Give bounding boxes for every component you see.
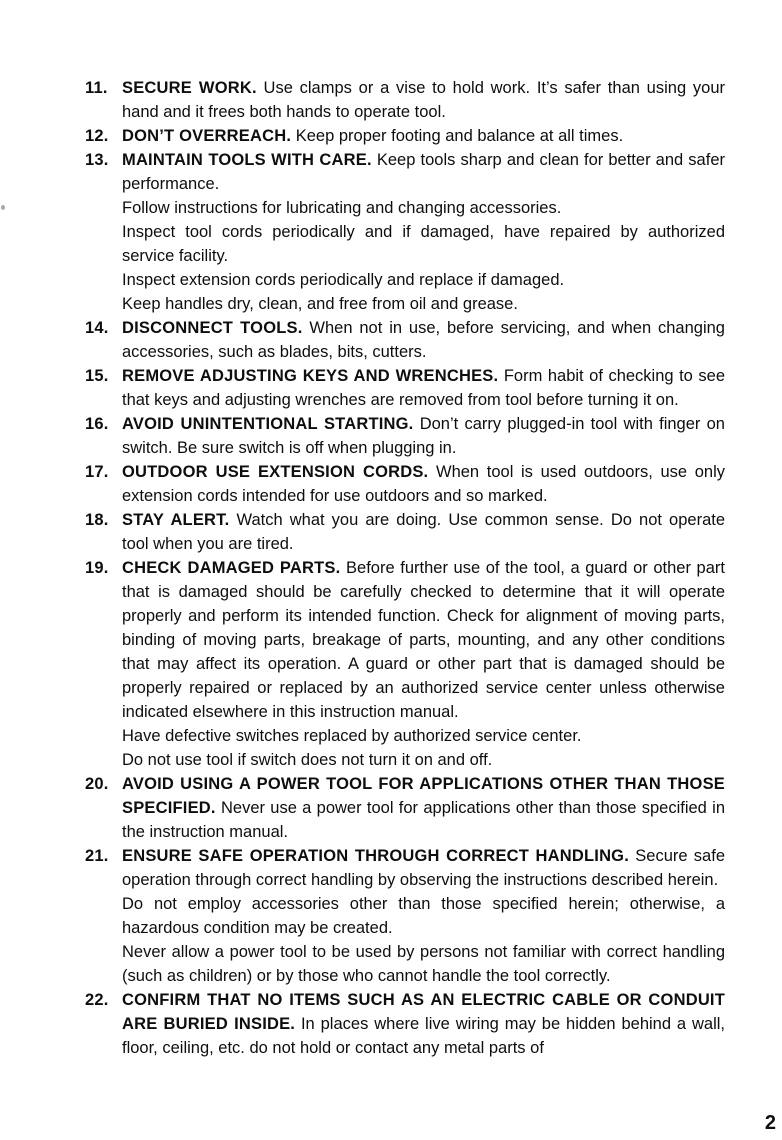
item-heading: ENSURE SAFE OPERATION THROUGH CORRECT HANDLING. <box>122 847 629 865</box>
item-body <box>122 988 725 1060</box>
list-item <box>85 124 725 148</box>
item-heading: SECURE WORK. <box>122 79 257 97</box>
list-item <box>85 76 725 124</box>
item-text: Keep proper footing and balance at all times. <box>291 127 624 145</box>
instruction-list <box>85 76 725 1060</box>
item-heading: AVOID UNINTENTIONAL STARTING. <box>122 415 414 433</box>
item-text: Watch what you are doing. Use common sense. Do not operate tool when you are tired. <box>122 511 725 553</box>
list-item <box>85 316 725 364</box>
item-lead-paragraph <box>122 844 725 892</box>
item-text: Form habit of checking to see that keys and adjusting wrenches are removed from tool before turning it on. <box>122 367 725 409</box>
item-heading: STAY ALERT. <box>122 511 230 529</box>
item-lead-paragraph <box>122 772 725 844</box>
item-number: 22. <box>85 991 109 1009</box>
item-text: Use clamps or a vise to hold work. It’s safer than using your hand and it frees both hands to operate tool. <box>122 79 725 121</box>
item-text: Don’t carry plugged-in tool with finger on switch. Be sure switch is off when plugging in. <box>122 415 725 457</box>
item-body <box>122 148 725 316</box>
list-item <box>85 148 725 316</box>
item-lead-paragraph <box>122 556 725 724</box>
item-paragraph: Do not employ accessories other than those specified herein; otherwise, a hazardous condition may be created. <box>122 895 725 937</box>
item-heading: MAINTAIN TOOLS WITH CARE. <box>122 151 372 169</box>
item-number: 20. <box>85 775 109 793</box>
list-item <box>85 844 725 988</box>
item-number: 16. <box>85 415 109 433</box>
item-paragraph: Have defective switches replaced by authorized service center. <box>122 727 582 745</box>
item-number: 15. <box>85 367 109 385</box>
list-item <box>85 556 725 772</box>
item-paragraph: Never allow a power tool to be used by persons not familiar with correct handling (such as children) or by those who cannot handle the tool correctly. <box>122 943 725 985</box>
item-body <box>122 412 725 460</box>
item-heading: CONFIRM THAT NO ITEMS SUCH AS AN ELECTRIC CABLE OR CONDUIT ARE BURIED INSIDE. <box>122 991 725 1033</box>
list-item <box>85 364 725 412</box>
list-item <box>85 460 725 508</box>
item-paragraph: Follow instructions for lubricating and changing accessories. <box>122 199 562 217</box>
item-heading: DISCONNECT TOOLS. <box>122 319 303 337</box>
list-item <box>85 508 725 556</box>
scan-artifact-speck <box>1 205 5 210</box>
item-body <box>122 364 725 412</box>
item-lead-paragraph <box>122 460 725 508</box>
item-number: 19. <box>85 559 109 577</box>
item-lead-paragraph <box>122 76 725 124</box>
item-lead-paragraph <box>122 508 725 556</box>
item-paragraph: Keep handles dry, clean, and free from oil and grease. <box>122 295 518 313</box>
item-heading: DON’T OVERREACH. <box>122 127 292 145</box>
item-text: When tool is used outdoors, use only extension cords intended for use outdoors and so marked. <box>122 463 725 505</box>
item-lead-paragraph <box>122 148 725 196</box>
item-text: Never use a power tool for applications other than those specified in the instruction manual. <box>122 799 725 841</box>
list-item <box>85 772 725 844</box>
item-number: 12. <box>85 127 109 145</box>
item-heading: CHECK DAMAGED PARTS. <box>122 559 341 577</box>
item-body <box>122 844 725 988</box>
item-heading: REMOVE ADJUSTING KEYS AND WRENCHES. <box>122 367 499 385</box>
list-item <box>85 988 725 1060</box>
item-number: 18. <box>85 511 109 529</box>
item-heading: OUTDOOR USE EXTENSION CORDS. <box>122 463 429 481</box>
item-text: Keep tools sharp and clean for better and safer performance. <box>122 151 725 193</box>
item-body <box>122 124 725 148</box>
item-lead-paragraph <box>122 412 725 460</box>
item-heading: AVOID USING A POWER TOOL FOR APPLICATIONS OTHER THAN THOSE SPECIFIED. <box>122 775 725 817</box>
item-text: Secure safe operation through correct handling by observing the instructions described herein. <box>122 847 725 889</box>
item-number: 17. <box>85 463 109 481</box>
item-body <box>122 772 725 844</box>
item-paragraph: Inspect tool cords periodically and if damaged, have repaired by authorized service facility. <box>122 223 725 265</box>
item-body <box>122 508 725 556</box>
item-text: Before further use of the tool, a guard or other part that is damaged should be carefully checked to determine that it will operate properly and perform its intended function. Check for alignment of moving parts, binding of moving parts, breakage of parts, mounting, and any other conditions that may affect its operation. A guard or other part that is damaged should be properly repaired or replaced by an authorized service center unless otherwise indicated elsewhere in this instruction manual. <box>122 559 725 721</box>
item-number: 13. <box>85 151 109 169</box>
item-body <box>122 316 725 364</box>
item-text: In places where live wiring may be hidden behind a wall, floor, ceiling, etc. do not hold or contact any metal parts of <box>122 1015 725 1057</box>
item-lead-paragraph <box>122 124 725 148</box>
item-lead-paragraph <box>122 988 725 1060</box>
item-paragraph: Inspect extension cords periodically and replace if damaged. <box>122 271 565 289</box>
item-number: 14. <box>85 319 109 337</box>
item-body <box>122 556 725 772</box>
item-lead-paragraph <box>122 364 725 412</box>
item-body <box>122 460 725 508</box>
item-number: 11. <box>85 79 108 97</box>
item-body <box>122 76 725 124</box>
item-paragraph: Do not use tool if switch does not turn it on and off. <box>122 751 493 769</box>
list-item <box>85 412 725 460</box>
item-number: 21. <box>85 847 109 865</box>
item-lead-paragraph <box>122 316 725 364</box>
page-number: 2 <box>764 1112 776 1134</box>
item-text: When not in use, before servicing, and when changing accessories, such as blades, bits, cutters. <box>122 319 725 361</box>
